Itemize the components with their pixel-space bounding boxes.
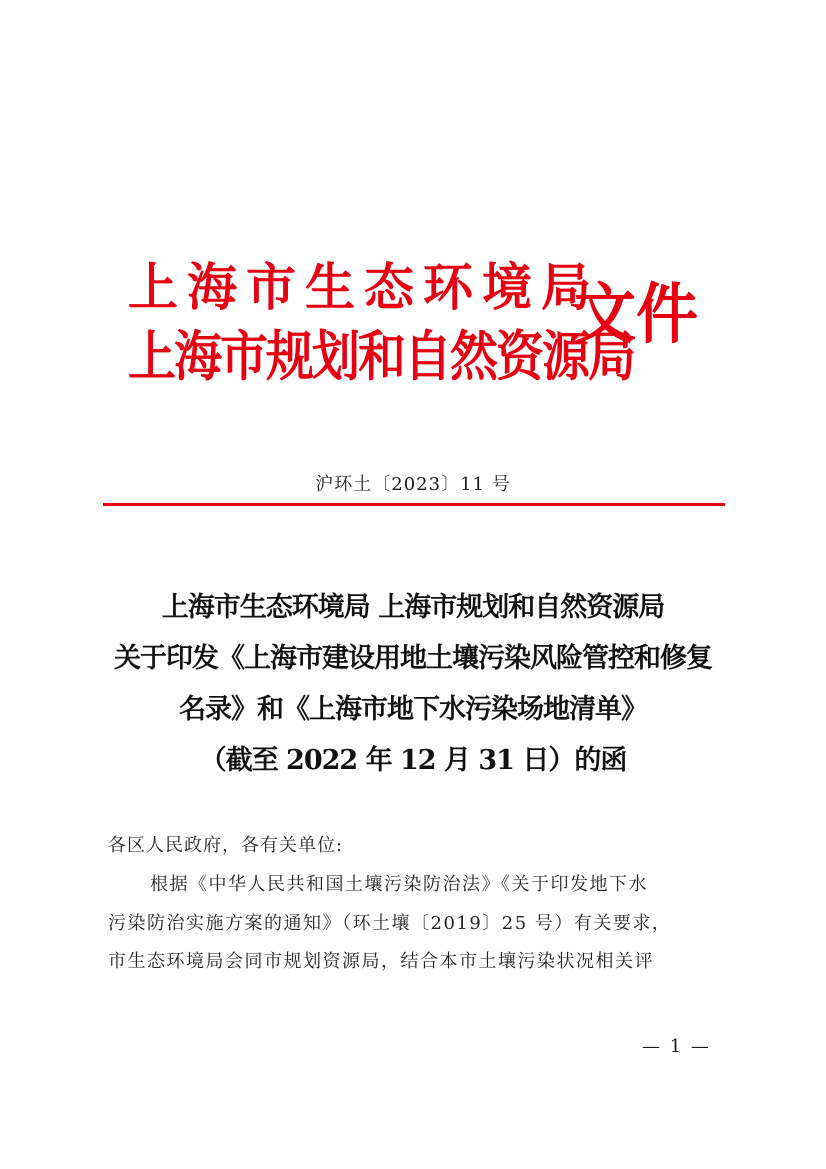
issuer-line-planning-bureau: 上海市规划和自然资源局 [128, 325, 635, 389]
document-number: 沪环土〔2023〕11 号 [315, 474, 511, 495]
salutation: 各区人民政府，各有关单位: [108, 835, 344, 856]
issuer-line-environment-bureau: 上海市生态环境局 [128, 257, 600, 318]
document-type-suffix: 文件 [574, 275, 699, 353]
title-line-2: 关于印发《上海市建设用地土壤污染风险管控和修复 [114, 643, 712, 674]
page-number: — 1 — [642, 1036, 711, 1057]
paragraph-line-3: 市生态环境局会同市规划资源局，结合本市土壤污染状况相关评 [108, 951, 654, 972]
title-line-3: 名录》和《上海市地下水污染场地清单》 [179, 694, 647, 725]
paragraph-line-2: 污染防治实施方案的通知》（环土壤〔2019〕25 号）有关要求， [108, 912, 672, 934]
document-title [0, 582, 826, 786]
title-line-1: 上海市生态环境局 上海市规划和自然资源局 [161, 592, 665, 623]
paragraph-line-1: 根据《中华人民共和国土壤污染防治法》《关于印发地下水 [150, 874, 648, 895]
document-header [0, 0, 826, 420]
title-line-4: （截至 2022 年 12 月 31 日）的函 [199, 745, 627, 776]
document-body [108, 826, 722, 982]
red-divider-line [103, 503, 725, 506]
